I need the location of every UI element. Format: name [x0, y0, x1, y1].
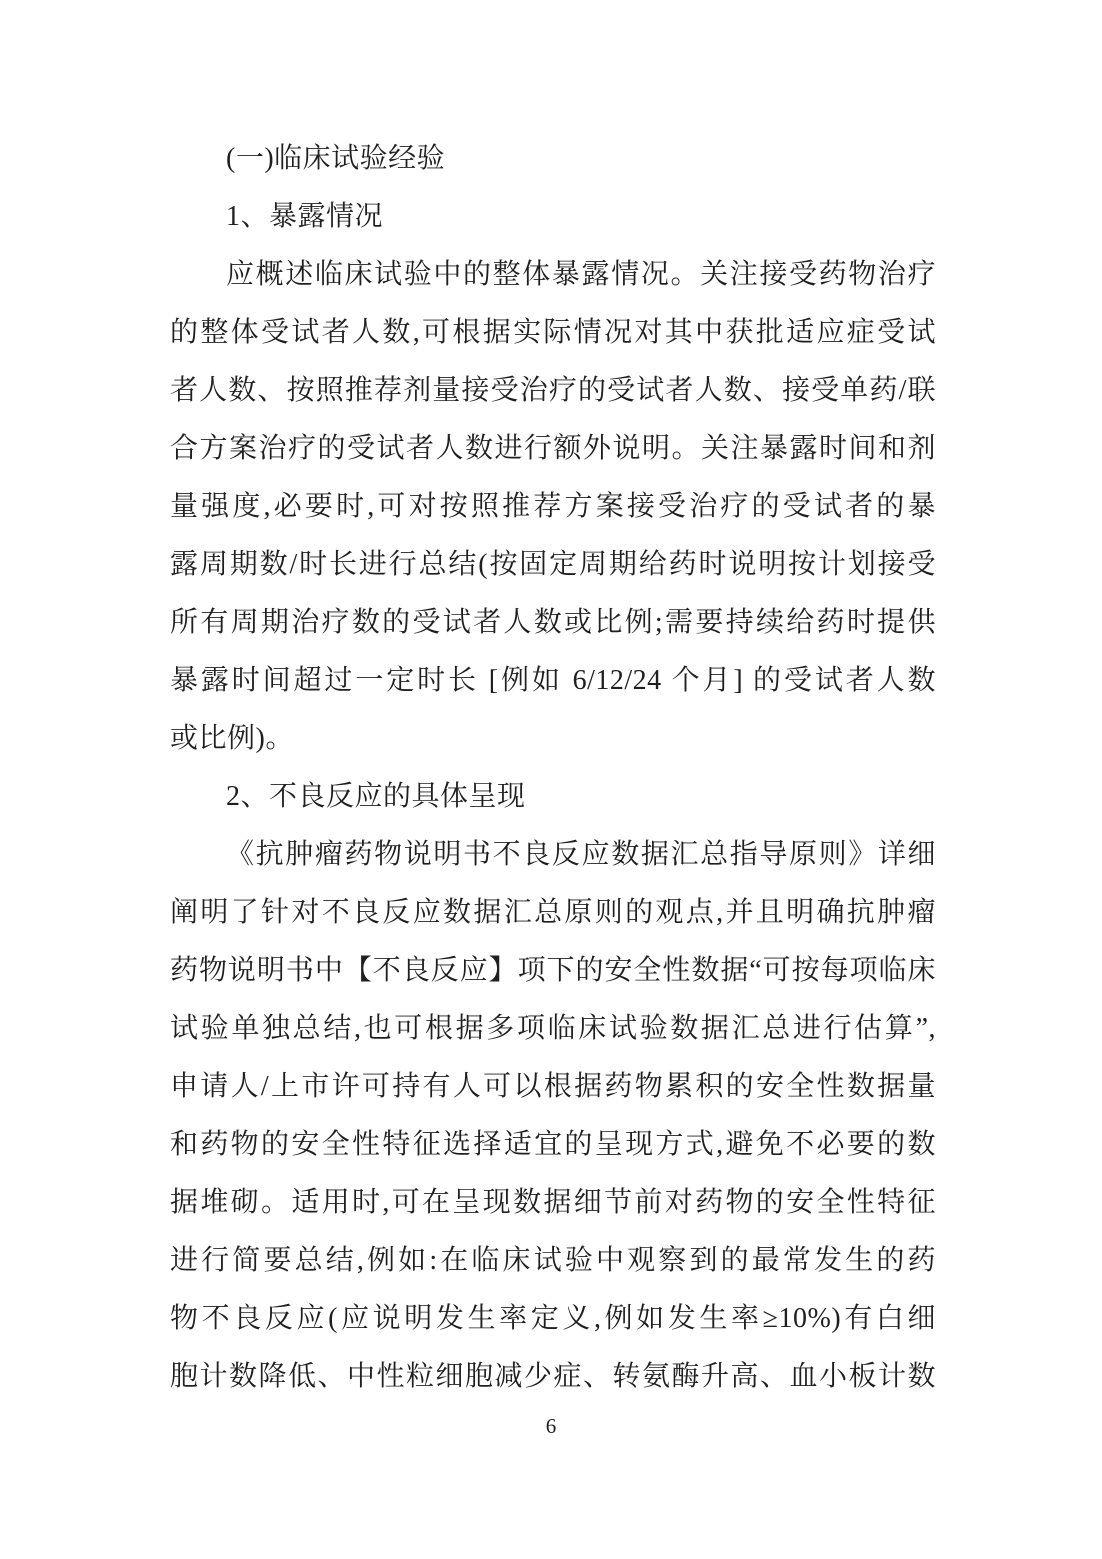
text-line: 或比例)。 — [170, 723, 294, 754]
text-line: 申请人/上市许可持有人可以根据药物累积的安全性数据量 — [170, 1071, 936, 1102]
text-line: 的整体受试者人数,可根据实际情况对其中获批适应症受试 — [170, 317, 936, 348]
text-line: 《抗肿瘤药物说明书不良反应数据汇总指导原则》详细 — [226, 839, 936, 870]
heading-exposure: 1、暴露情况 — [226, 201, 384, 232]
text-line: 据堆砌。适用时,可在呈现数据细节前对药物的安全性特征 — [170, 1187, 936, 1218]
text-line: 试验单独总结,也可根据多项临床试验数据汇总进行估算”, — [170, 1013, 936, 1044]
text-line: 量强度,必要时,可对按照推荐方案接受治疗的受试者的暴 — [170, 491, 936, 522]
heading-clinical-trial-experience: (一)临床试验经验 — [226, 143, 446, 174]
text-line: 物不良反应(应说明发生率定义,例如发生率≥10%)有白细 — [170, 1303, 936, 1334]
text-line: 露周期数/时长进行总结(按固定周期给药时说明按计划接受 — [170, 549, 936, 580]
text-line: 应概述临床试验中的整体暴露情况。关注接受药物治疗 — [226, 259, 936, 290]
page-number: 6 — [545, 1414, 557, 1438]
text-line: 阐明了针对不良反应数据汇总原则的观点,并且明确抗肿瘤 — [170, 897, 936, 928]
text-line: 合方案治疗的受试者人数进行额外说明。关注暴露时间和剂 — [170, 433, 936, 464]
text-line: 所有周期治疗数的受试者人数或比例;需要持续给药时提供 — [170, 607, 936, 638]
document-body — [170, 130, 936, 1406]
text-line: 暴露时间超过一定时长 [例如 6/12/24 个月] 的受试者人数 — [170, 665, 936, 696]
text-line: 者人数、按照推荐剂量接受治疗的受试者人数、接受单药/联 — [170, 375, 936, 406]
text-line: 药物说明书中【不良反应】项下的安全性数据“可按每项临床 — [170, 955, 936, 986]
text-line: 和药物的安全性特征选择适宜的呈现方式,避免不必要的数 — [170, 1129, 936, 1160]
text-line: 进行简要总结,例如:在临床试验中观察到的最常发生的药 — [170, 1245, 936, 1276]
text-line: 胞计数降低、中性粒细胞减少症、转氨酶升高、血小板计数 — [170, 1361, 936, 1392]
heading-adverse-reaction-presentation: 2、不良反应的具体呈现 — [226, 781, 526, 812]
